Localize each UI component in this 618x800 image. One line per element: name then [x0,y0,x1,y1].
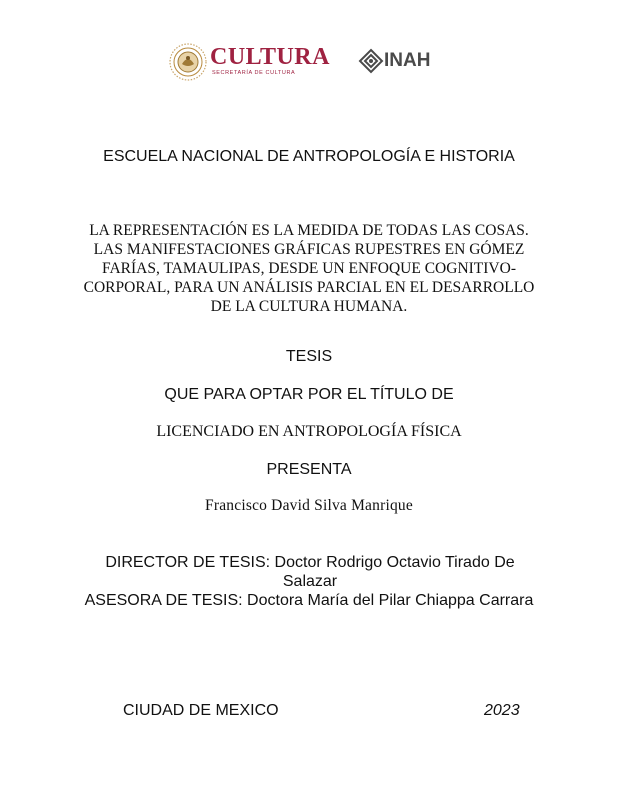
thesis-title [74,221,544,316]
thesis-director: DIRECTOR DE TESIS: Doctor Rodrigo Octavio Tirado De Salazar [105,554,515,590]
presents-label: PRESENTA [266,461,352,478]
thesis-title-line: DE LA CULTURA HUMANA. [210,298,408,315]
cultura-emblem-icon [168,42,208,82]
city: CIUDAD DE MEXICO [123,702,279,719]
thesis-advisor: ASESORA DE TESIS: Doctora María del Pilar Chiappa Carrara [84,592,534,609]
document-type: TESIS [285,348,333,365]
cultura-logo-subtitle: SECRETARÍA DE CULTURA [212,70,296,76]
degree-name: LICENCIADO EN ANTROPOLOGÍA FÍSICA [156,423,462,440]
thesis-title-line: FARÍAS, TAMAULIPAS, DESDE UN ENFOQUE COGNITIVO- [102,260,516,277]
inah-emblem-icon [358,48,384,74]
year: 2023 [484,702,520,719]
author-name: Francisco David Silva Manrique [205,497,413,514]
degree-purpose: QUE PARA OPTAR POR EL TÍTULO DE [164,386,454,403]
thesis-title-line: CORPORAL, PARA UN ANÁLISIS PARCIAL EN EL DESARROLLO [83,279,535,296]
cultura-logo-text: CULTURA [210,44,330,70]
thesis-title-line: LAS MANIFESTACIONES GRÁFICAS RUPESTRES EN GÓMEZ [93,241,525,258]
thesis-title-line: LA REPRESENTACIÓN ES LA MEDIDA DE TODAS LAS COSAS. [89,222,529,239]
school-name: ESCUELA NACIONAL DE ANTROPOLOGÍA E HISTORIA [103,148,515,165]
inah-logo-text: INAH [384,50,431,71]
header-logos [168,40,448,86]
